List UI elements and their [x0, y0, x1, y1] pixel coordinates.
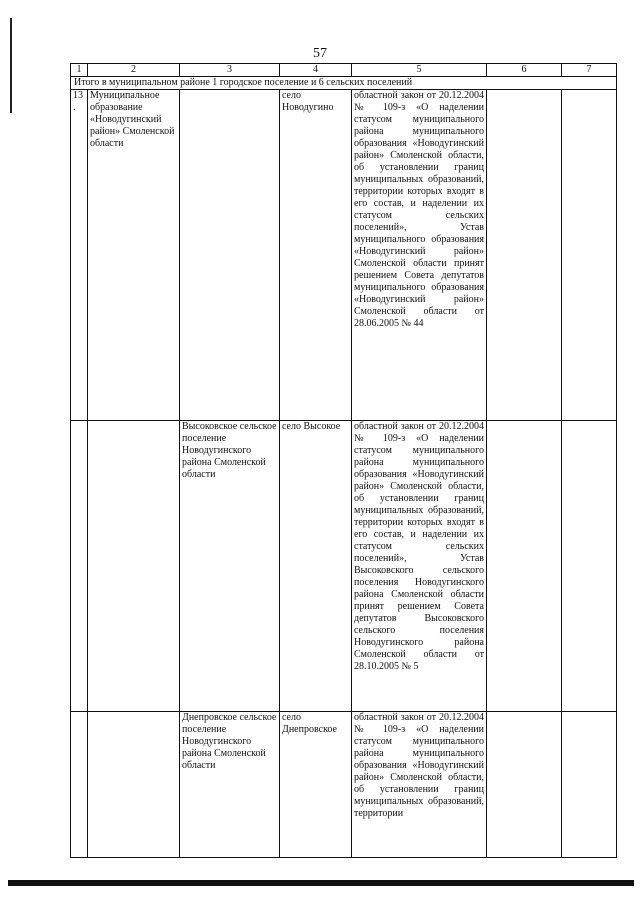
header-cell-3: 3: [180, 64, 280, 77]
summary-text: Итого в муниципальном районе 1 городское поселение и 6 сельских поселений: [71, 77, 617, 90]
district-name: [88, 421, 180, 712]
bottom-rule: [8, 880, 634, 886]
admin-center: село Высокое: [280, 421, 352, 712]
page-number: 57: [313, 46, 327, 61]
table-row: [71, 90, 617, 421]
municipal-table: [70, 63, 617, 858]
header-cell-6: 6: [487, 64, 562, 77]
header-cell-4: 4: [280, 64, 352, 77]
legal-basis: областной закон от 20.12.2004 № 109-з «О наделении статусом муниципального района муниципального образования «Новодугинский район» Смоленской области, об установлении границ муниципальных образований, территории: [352, 712, 487, 858]
header-cell-1: 1: [71, 64, 88, 77]
column-7-cell: [562, 90, 617, 421]
column-6-cell: [487, 712, 562, 858]
table-row: [71, 421, 617, 712]
header-row: [71, 64, 617, 77]
summary-row: [71, 77, 617, 90]
admin-center: село Новодугино: [280, 90, 352, 421]
column-6-cell: [487, 421, 562, 712]
header-cell-5: 5: [352, 64, 487, 77]
settlement-name: Высоковское сельское поселение Новодугинского района Смоленской области: [180, 421, 280, 712]
row-number: [71, 421, 88, 712]
district-name: [88, 712, 180, 858]
settlement-name: [180, 90, 280, 421]
row-number: 13.: [71, 90, 88, 421]
row-number: [71, 712, 88, 858]
header-cell-7: 7: [562, 64, 617, 77]
legal-basis: областной закон от 20.12.2004 № 109-з «О наделении статусом муниципального района муниципального образования «Новодугинский район» Смоленской области, об установлении границ муниципальных образований, территории которых входят в его состав, и наделении их статусом сельских поселений», Устав Высоковского сельского поселения Новодугинского района Смоленской области принят решением Совета депутатов Высоковского сельского поселения Новодугинского района Смоленской области от 28.10.2005 № 5: [352, 421, 487, 712]
column-6-cell: [487, 90, 562, 421]
header-cell-2: 2: [88, 64, 180, 77]
column-7-cell: [562, 421, 617, 712]
district-name: Муниципальное образование «Новодугинский район» Смоленской области: [88, 90, 180, 421]
column-7-cell: [562, 712, 617, 858]
legal-basis: областной закон от 20.12.2004 № 109-з «О наделении статусом муниципального района муниципального образования «Новодугинский район» Смоленской области, об установлении границ муниципальных образований, территории которых входят в его состав, и наделении их статусом сельских поселений», Устав муниципального образования «Новодугинский район» Смоленской области принят решением Совета депутатов муниципального образования «Новодугинский район» Смоленской области от 28.06.2005 № 44: [352, 90, 487, 421]
settlement-name: Днепровское сельское поселение Новодугинского района Смоленской области: [180, 712, 280, 858]
table-row: [71, 712, 617, 858]
admin-center: село Днепровское: [280, 712, 352, 858]
left-margin-mark: [10, 18, 12, 113]
